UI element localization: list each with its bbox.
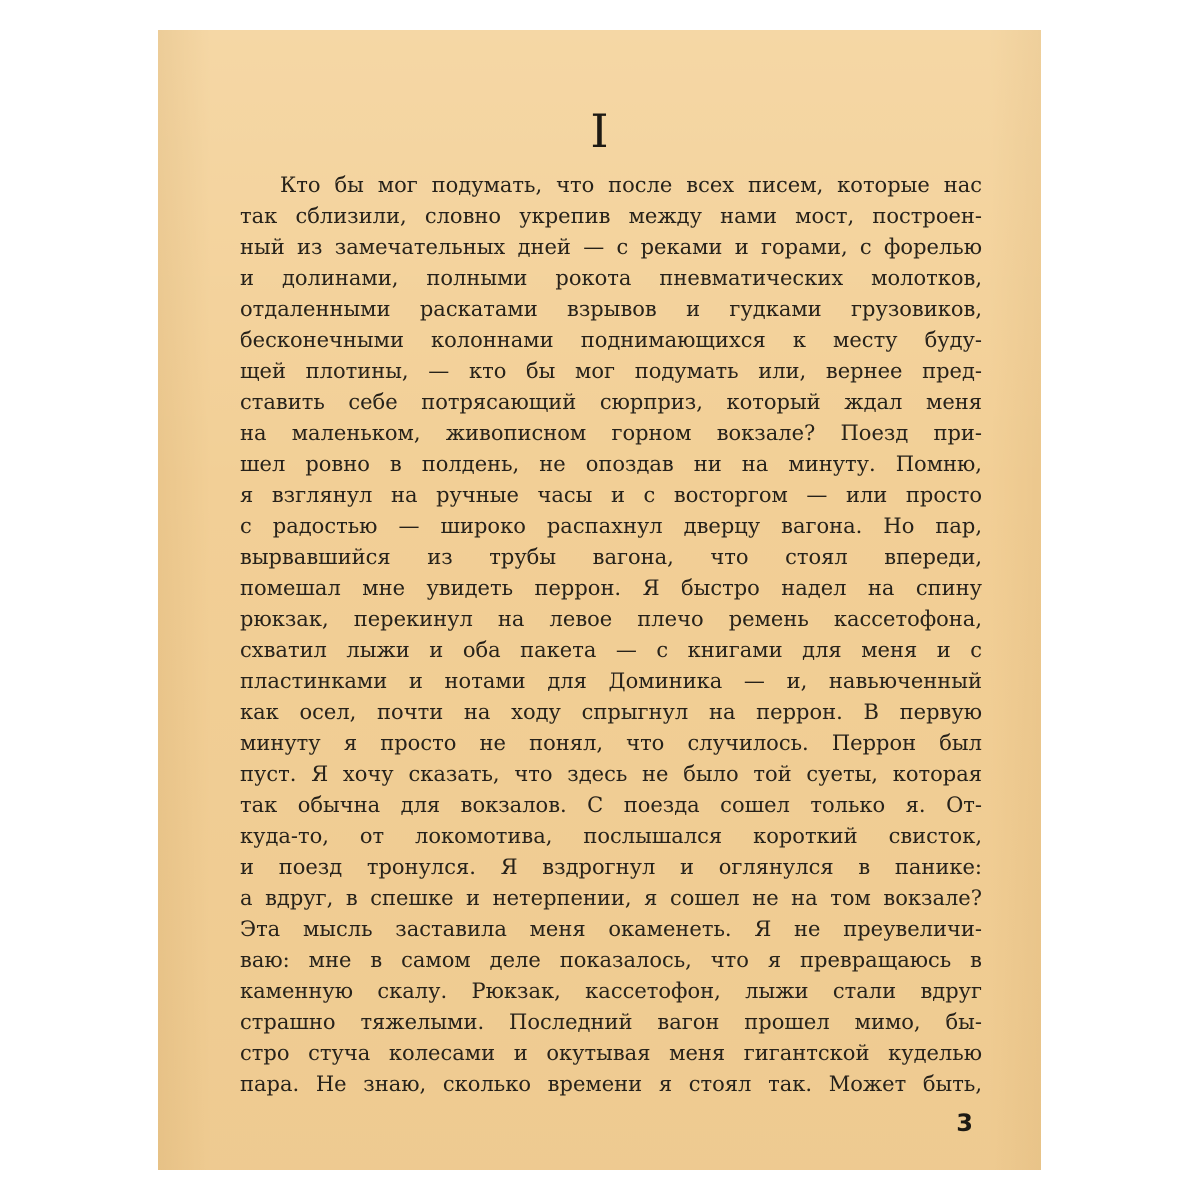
text-line: щей плотины, — кто бы мог подумать или, вернее пред- bbox=[240, 359, 982, 383]
text-line: стро стуча колесами и окутывая меня гигантской куделью bbox=[240, 1041, 982, 1065]
text-line: пуст. Я хочу сказать, что здесь не было той суеты, которая bbox=[240, 762, 982, 786]
text-line: шел ровно в полдень, не опоздав ни на минуту. Помню, bbox=[240, 452, 982, 476]
text-line: как осел, почти на ходу спрыгнул на перрон. В первую bbox=[240, 700, 982, 724]
text-line: пластинками и нотами для Доминика — и, навьюченный bbox=[240, 669, 982, 693]
text-line: и долинами, полными рокота пневматических молотков, bbox=[240, 266, 982, 290]
text-line: куда-то, от локомотива, послышался короткий свисток, bbox=[240, 824, 982, 848]
text-line: ваю: мне в самом деле показалось, что я превращаюсь в bbox=[240, 948, 982, 972]
text-line: бесконечными колоннами поднимающихся к месту буду- bbox=[240, 328, 982, 352]
page-number: 3 bbox=[956, 1109, 973, 1137]
text-line: так сблизили, словно укрепив между нами мост, построен- bbox=[240, 204, 982, 228]
text-line: а вдруг, в спешке и нетерпении, я сошел не на том вокзале? bbox=[240, 886, 982, 910]
text-line: помешал мне увидеть перрон. Я быстро надел на спину bbox=[240, 576, 982, 600]
chapter-heading: I bbox=[590, 104, 609, 158]
text-line: с радостью — широко распахнул дверцу вагона. Но пар, bbox=[240, 514, 982, 538]
text-line: так обычна для вокзалов. С поезда сошел только я. От- bbox=[240, 793, 982, 817]
text-line: я взглянул на ручные часы и с восторгом — или просто bbox=[240, 483, 982, 507]
body-text bbox=[240, 170, 982, 1100]
text-line: пара. Не знаю, сколько времени я стоял так. Может быть, bbox=[240, 1072, 982, 1096]
text-line: минуту я просто не понял, что случилось. Перрон был bbox=[240, 731, 982, 755]
text-line: отдаленными раскатами взрывов и гудками грузовиков, bbox=[240, 297, 982, 321]
text-line: вырвавшийся из трубы вагона, что стоял впереди, bbox=[240, 545, 982, 569]
text-line: Эта мысль заставила меня окаменеть. Я не преувеличи- bbox=[240, 917, 982, 941]
text-line: ставить себе потрясающий сюрприз, который ждал меня bbox=[240, 390, 982, 414]
text-line: схватил лыжи и оба пакета — с книгами для меня и с bbox=[240, 638, 982, 662]
text-line: Кто бы мог подумать, что после всех писем, которые нас bbox=[280, 173, 982, 197]
text-line: каменную скалу. Рюкзак, кассетофон, лыжи стали вдруг bbox=[240, 979, 982, 1003]
text-line: и поезд тронулся. Я вздрогнул и оглянулся в панике: bbox=[240, 855, 982, 879]
book-page bbox=[158, 30, 1041, 1170]
text-line: ный из замечательных дней — с реками и горами, с форелью bbox=[240, 235, 982, 259]
text-line: страшно тяжелыми. Последний вагон прошел мимо, бы- bbox=[240, 1010, 982, 1034]
text-line: рюкзак, перекинул на левое плечо ремень кассетофона, bbox=[240, 607, 982, 631]
text-line: на маленьком, живописном горном вокзале? Поезд при- bbox=[240, 421, 982, 445]
